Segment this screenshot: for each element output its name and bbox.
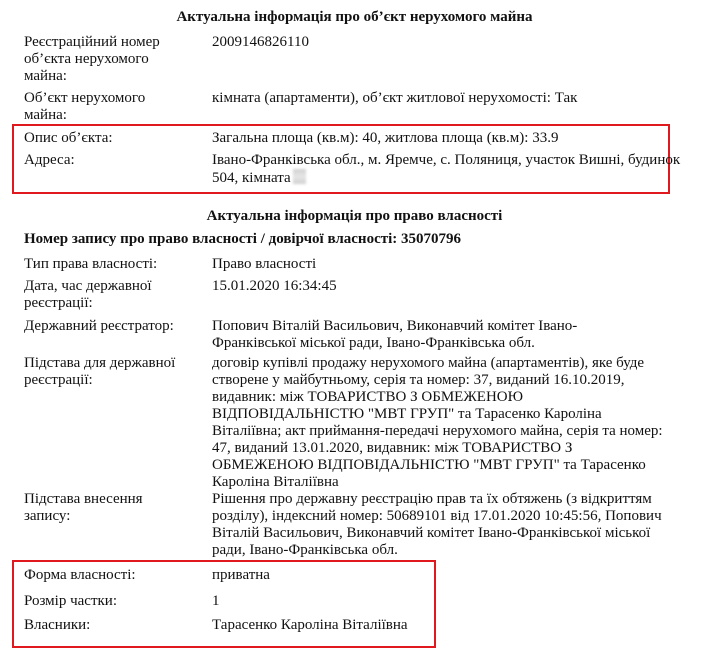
address-label: Адреса: [24,152,75,168]
registrar-label: Державний реєстратор: [24,318,174,334]
address-value [212,152,682,187]
basis-label: Підстава для державної реєстрації: [24,355,176,388]
ownership-form-value: приватна [212,567,270,583]
address-text: Івано-Франківська обл., м. Яремче, с. Поляниця, участок Вишні, будинок 504, кімната [212,152,681,186]
ownership-record-number: Номер запису про право власності / довірчої власності: 35070796 [24,231,462,247]
description-value: Загальна площа (кв.м): 40, житлова площа (кв.м): 33.9 [212,130,559,146]
ownership-form-label: Форма власності: [24,567,136,583]
object-type-label: Об’єкт нерухомого майна: [24,90,146,123]
entry-basis-label: Підстава внесення запису: [24,491,143,524]
description-label: Опис об’єкта: [24,130,113,146]
redacted-room-number [293,169,306,184]
reg-number-value: 2009146826110 [212,34,309,50]
share-size-label: Розмір частки: [24,593,117,609]
share-size-value: 1 [212,593,220,609]
right-type-value: Право власності [212,256,317,272]
reg-number-label: Реєстраційний номер об’єкта нерухомого майна: [24,34,160,84]
owners-label: Власники: [24,617,91,633]
basis-value: договір купівлі продажу нерухомого майна (апартаментів), яке буде створене у майбутньому, серія та номер: 37, виданий 16.10.2019, видавник: між ТОВАРИСТВО З ОБМЕЖЕНОЮ ВІДПОВІДАЛЬНІСТЮ "МВТ ГРУП" та Тарасенко Кароліна Віталіївна; акт приймання-передачі нерухомого майна, серія та номер: 47, виданий 13.01.2020, видавник: між ТОВАРИСТВО З ОБМЕЖЕНОЮ ВІДПОВІДАЛЬНІСТЮ "МВТ ГРУП" та Тарасенко Кароліна Віталіївна [212,355,663,490]
entry-basis-value: Рішення про державну реєстрацію прав та їх обтяжень (з відкриттям розділу), індексний номер: 50689101 від 17.01.2020 10:45:56, Попович Віталій Васильович, Виконавчий комітет Івано-Франківської міської ради, Івано-Франківська обл. [212,491,662,558]
ownership-section-title: Актуальна інформація про право власності [206,208,503,224]
registrar-value: Попович Віталій Васильович, Виконавчий комітет Івано-Франківської міської ради, Івано-Франківська обл. [212,318,578,351]
owners-value: Тарасенко Кароліна Віталіївна [212,617,408,633]
registration-date-label: Дата, час державної реєстрації: [24,278,152,311]
right-type-label: Тип права власності: [24,256,158,272]
registration-date-value: 15.01.2020 16:34:45 [212,278,337,294]
object-section-title: Актуальна інформація про об’єкт нерухомого майна [176,9,533,25]
object-type-value: кімната (апартаменти), об’єкт житлової нерухомості: Так [212,90,578,106]
